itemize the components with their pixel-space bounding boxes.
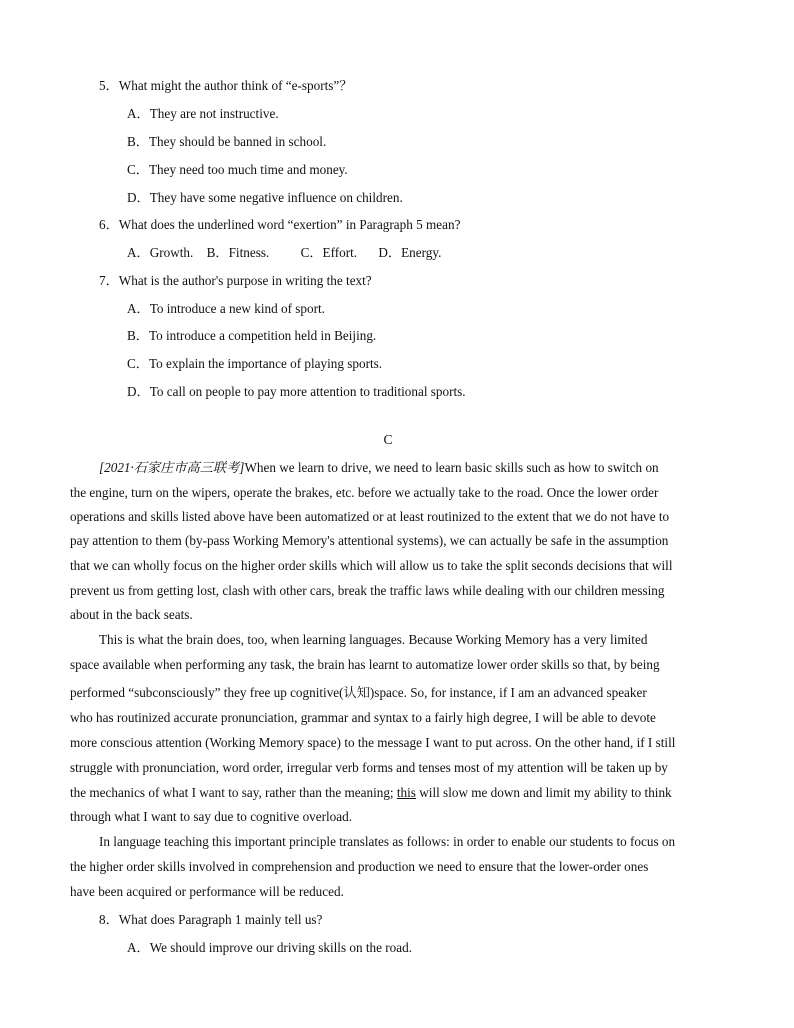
question-7-option-b: B．To introduce a competition held in Beijing. [127, 328, 377, 343]
passage-p2-line-8: through what I want to say due to cognitive overload. [70, 809, 352, 824]
question-5-stem: 5．What might the author think of “e-sports”？ [99, 78, 353, 93]
question-6-option-a: A．Growth. [127, 245, 194, 260]
question-7-option-a: A．To introduce a new kind of sport. [127, 301, 325, 316]
question-8-option-a: A．We should improve our driving skills on the road. [127, 940, 412, 955]
question-8-stem: 8．What does Paragraph 1 mainly tell us? [99, 912, 323, 927]
passage-p2-line-5: more conscious attention (Working Memory space) to the message I want to put across. On the other hand, if I still [70, 735, 676, 750]
question-5-option-d: D．They have some negative influence on children. [127, 190, 403, 205]
passage-p1-line-5: that we can wholly focus on the higher order skills which will allow us to take the split seconds decisions that will [70, 558, 673, 573]
passage-p1-line-4: pay attention to them (by-pass Working Memory's attentional systems), we can actually be safe in the assumption [70, 533, 669, 548]
question-6-option-c: C．Effort. [300, 245, 358, 260]
passage-p2-line-3: performed “subconsciously” they free up cognitive(认知)space. So, for instance, if I am an advanced speaker [70, 685, 647, 700]
question-6-options-row [127, 242, 451, 261]
passage-p1-line-6: prevent us from getting lost, clash with other cars, break the traffic laws while dealing with our children messing [70, 583, 665, 598]
passage-p3-line-2: the higher order skills involved in comprehension and production we need to ensure that the lower-order ones [70, 859, 649, 874]
passage-p2-line-7-before: the mechanics of what I want to say, rather than the meaning; [70, 785, 397, 800]
passage-p1-line-3: operations and skills listed above have been automatized or at least routinized to the extent that we do not have to [70, 509, 670, 524]
question-7-option-d: D．To call on people to pay more attention to traditional sports. [127, 384, 466, 399]
passage-p2-line-7 [70, 785, 720, 801]
section-heading: C [383, 432, 393, 447]
question-6-stem: 6．What does the underlined word “exertion” in Paragraph 5 mean? [99, 217, 461, 232]
passage-p1-line-7: about in the back seats. [70, 607, 193, 622]
question-5-option-c: C．They need too much time and money. [127, 162, 348, 177]
question-7-option-c: C．To explain the importance of playing sports. [127, 356, 383, 371]
passage-p3-line-3: have been acquired or performance will be reduced. [70, 884, 344, 899]
passage-p2-line-7-after: will slow me down and limit my ability to think [415, 785, 672, 800]
passage-p1-line-1: When we learn to drive, we need to learn basic skills such as how to switch on [244, 460, 659, 475]
question-7-stem: 7．What is the author's purpose in writing the text? [99, 273, 372, 288]
question-5-option-b: B．They should be banned in school. [127, 134, 327, 149]
passage-source: [2021·石家庄市高三联考] [99, 460, 245, 475]
question-6-option-d: D．Energy. [378, 245, 442, 260]
passage-p1-line-2: the engine, turn on the wipers, operate the brakes, etc. before we actually take to the road. Once the lower order [70, 485, 659, 500]
underlined-word: this [396, 785, 416, 800]
passage-p2-line-1: This is what the brain does, too, when learning languages. Because Working Memory has a very limited [99, 632, 648, 647]
question-6-option-b: B．Fitness. [206, 245, 270, 260]
passage-line [99, 457, 749, 476]
passage-p2-line-2: space available when performing any task, the brain has learnt to automatize lower order skills so that, by being [70, 657, 660, 672]
question-5-option-a: A．They are not instructive. [127, 106, 279, 121]
passage-p3-line-1: In language teaching this important principle translates as follows: in order to enable our students to focus on [99, 834, 676, 849]
passage-p2-line-4: who has routinized accurate pronunciation, grammar and syntax to a fairly high degree, I will be able to devote [70, 710, 656, 725]
passage-p2-line-6: struggle with pronunciation, word order, irregular verb forms and tenses most of my attention will be taken up by [70, 760, 668, 775]
